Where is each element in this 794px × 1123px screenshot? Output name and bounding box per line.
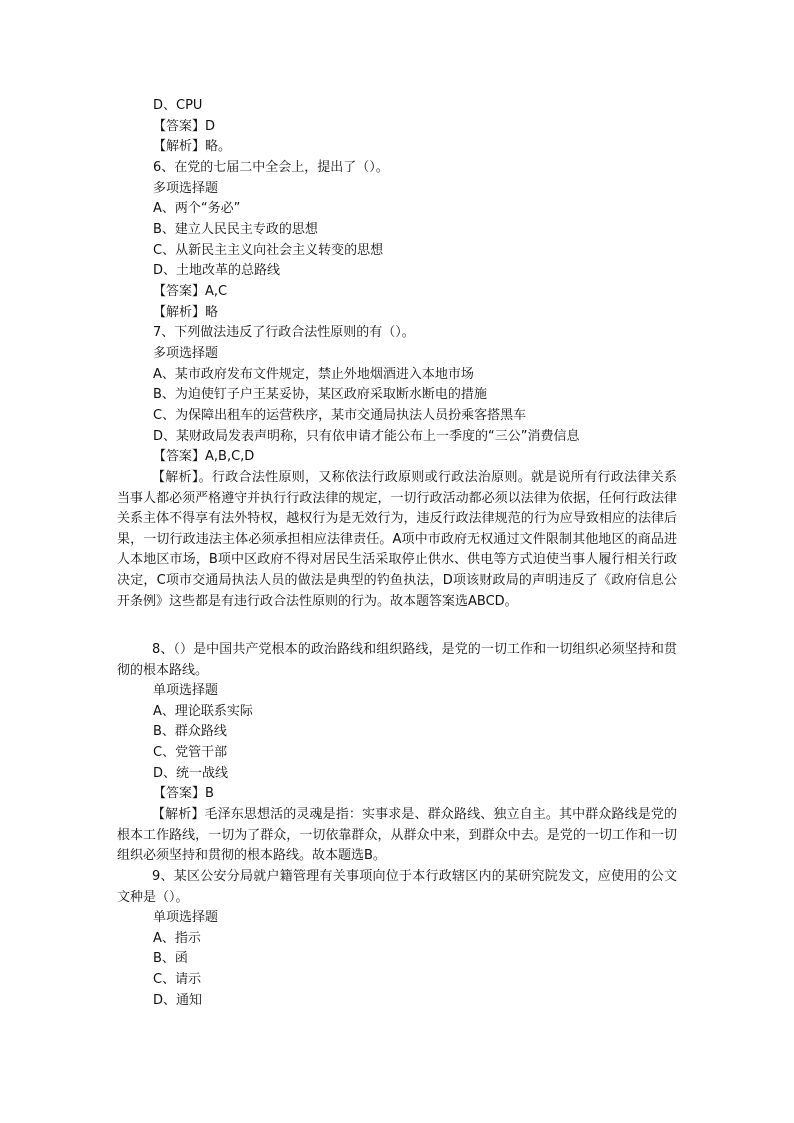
option-b: B、为迫使钉子户王某妥协，某区政府采取断水断电的措施 xyxy=(153,387,487,402)
analysis: 【解析】略 xyxy=(153,305,219,320)
answer: 【答案】A,B,C,D xyxy=(153,449,255,464)
question-stem: 7、下列做法违反了行政合法性原则的有（）。 xyxy=(153,325,415,340)
question-type: 多项选择题 xyxy=(153,346,219,361)
option-a: A、理论联系实际 xyxy=(153,704,253,719)
answer: 【答案】A,C xyxy=(153,284,228,299)
answer: 【答案】D xyxy=(153,119,216,134)
option-c: C、从新民主主义向社会主义转变的思想 xyxy=(153,243,384,258)
answer: 【答案】B xyxy=(153,786,214,801)
option-c: C、请示 xyxy=(153,972,202,987)
option-d: D、通知 xyxy=(153,993,203,1008)
question-type: 单项选择题 xyxy=(153,910,219,925)
option-d: D、统一战线 xyxy=(153,766,229,781)
option-d: D、土地改革的总路线 xyxy=(153,263,281,278)
question-type: 单项选择题 xyxy=(153,683,219,698)
analysis-paragraph: 【解析】。行政合法性原则，又称依法行政原则或行政法治原则。就是说所有行政法律关系当事人都必须严格遵守并执行行政法律的规定，一切行政活动都必须以法律为依据，任何行政法律关系主体不得享有法外特权，越权行为是无效行为，违反行政法律规范的行为应导致相应的法律后果，一切行政违法主体必须承担相应法律责任。A项中市政府无权通过文件限制其他地区的商品进人本地区市场，B项中区政府不得对居民生活采取停止供水、供电等方式迫使当事人履行相关行政决定，C项市交通局执法人员的做法是典型的钓鱼执法，D项该财政局的声明违反了《政府信息公开条例》这些都是有违行政合法性原则的行为。故本题答案选ABCD。 xyxy=(117,470,677,609)
option-c: C、为保障出租车的运营秩序，某市交通局执法人员扮乘客搭黑车 xyxy=(153,408,527,423)
analysis-paragraph: 【解析】毛泽东思想活的灵魂是指：实事求是、群众路线、独立自主。其中群众路线是党的根本工作路线，一切为了群众，一切依靠群众，从群众中来，到群众中去。是党的一切工作和一切组织必须坚持和贯彻的根本路线。故本题选B。 xyxy=(117,807,677,864)
question-stem: 6、在党的七届二中全会上，提出了（）。 xyxy=(153,160,389,175)
option-d: D、CPU xyxy=(153,98,203,113)
option-b: B、建立人民民主专政的思想 xyxy=(153,222,318,237)
question-stem: 9、某区公安分局就户籍管理有关事项向位于本行政辖区内的某研究院发文，应使用的公文文种是（）。 xyxy=(117,869,677,905)
option-a: A、两个“务必” xyxy=(153,201,241,216)
question-stem: 8、（）是中国共产党根本的政治路线和组织路线，是党的一切工作和一切组织必须坚持和贯彻的根本路线。 xyxy=(117,642,677,678)
option-d: D、某财政局发表声明称，只有依申请才能公布上一季度的“三公”消费信息 xyxy=(153,429,580,444)
option-a: A、指示 xyxy=(153,931,201,946)
question-type: 多项选择题 xyxy=(153,181,219,196)
analysis: 【解析】略。 xyxy=(153,139,232,154)
option-b: B、函 xyxy=(153,951,188,966)
option-a: A、某市政府发布文件规定，禁止外地烟酒进入本地市场 xyxy=(153,367,474,382)
option-b: B、群众路线 xyxy=(153,724,227,739)
option-c: C、党管干部 xyxy=(153,745,228,760)
